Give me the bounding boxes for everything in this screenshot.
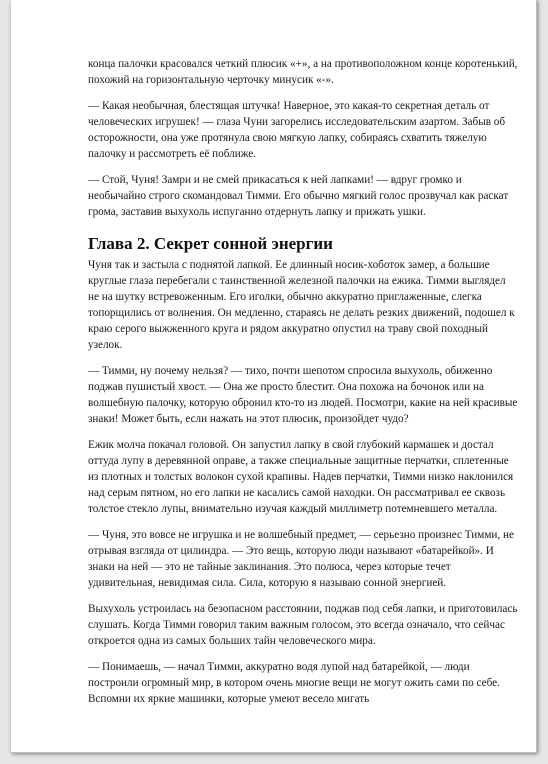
paragraph: Выхухоль устроилась на безопасном расстоянии, поджав под себя лапки, и приготовилась слушать. Когда Тимми говорил таким важным голосом, это всегда означало, что сейчас откроется одна из самых больших тайн человеческого мира. [88, 603, 518, 647]
page-content [88, 56, 518, 717]
paragraph: — Чуня, это вовсе не игрушка и не волшебный предмет, — серьезно произнес Тимми, не отрывая взгляда от цилиндра. — Это вещь, которую люди называют «батарейкой». И знаки на ней — это не тайные заклинания. Это полюса, через которые течет удивительная, невидимая сила. Сила, которую я называю сонной энергией. [88, 529, 514, 589]
paragraph: конца палочки красовался четкий плюсик «+», а на противоположном конце коротенький, похожий на горизонтальную черточку минусик «-». [88, 58, 518, 86]
paragraph: — Какая необычная, блестящая штучка! Наверное, это какая-то секретная деталь от человеческих игрушек! — глаза Чуни загорелись исследовательским азартом. Забыв об осторожности, она уже протянула свою мягкую лапку, собираясь схватить тяжелую палочку и рассмотреть её поближе. [88, 100, 506, 160]
document-page [11, 0, 537, 753]
paragraph: — Стой, Чуня! Замри и не смей прикасаться к ней лапками! — вдруг громко и необычайно строго скомандовал Тимми. Его обычно мягкий голос прозвучал как раскат грома, заставив выхухоль испуганно отдернуть лапку и прижать ушки. [88, 174, 509, 218]
paragraph: Ежик молча покачал головой. Он запустил лапку в свой глубокий кармашек и достал оттуда лупу в деревянной оправе, а также специальные защитные перчатки, сплетенные из плотных и толстых волокон сухой крапивы. Надев перчатки, Тимми низко наклонился над серым пятном, но его лапки не касались самой находки. Он рассматривал ее сквозь толстое стекло лупы, внимательно изучая каждый миллиметр потемневшего металла. [88, 439, 514, 515]
paragraph: Чуня так и застыла с поднятой лапкой. Ее длинный носик-хоботок замер, а большие круглые глаза перебегали с таинственной железной палочки на ежика. Тимми выглядел не на шутку встревоженным. Его иголки, обычно аккуратно приглаженные, слегка топорщились от волнения. Он медленно, стараясь не делать резких движений, подошел к краю серого выжженного круга и рядом аккуратно опустил на траву свой походный узелок. [88, 259, 515, 351]
chapter-heading: Глава 2. Секрет сонной энергии [88, 234, 333, 253]
paragraph: — Понимаешь, — начал Тимми, аккуратно водя лупой над батарейкой, — люди построили огромный мир, в котором очень многие вещи не могут ожить сами по себе. Вспомни их яркие машинки, которые умеют весело мигать [88, 661, 500, 705]
paragraph: — Тимми, ну почему нельзя? — тихо, почти шепотом спросила выхухоль, обиженно поджав пушистый хвост. — Она же просто блестит. Она похожа на бочонок или на волшебную палочку, которую обронил кто-то из людей. Посмотри, какие на ней красивые знаки! Может быть, если нажать на этот плюсик, произойдет чудо? [88, 365, 518, 425]
